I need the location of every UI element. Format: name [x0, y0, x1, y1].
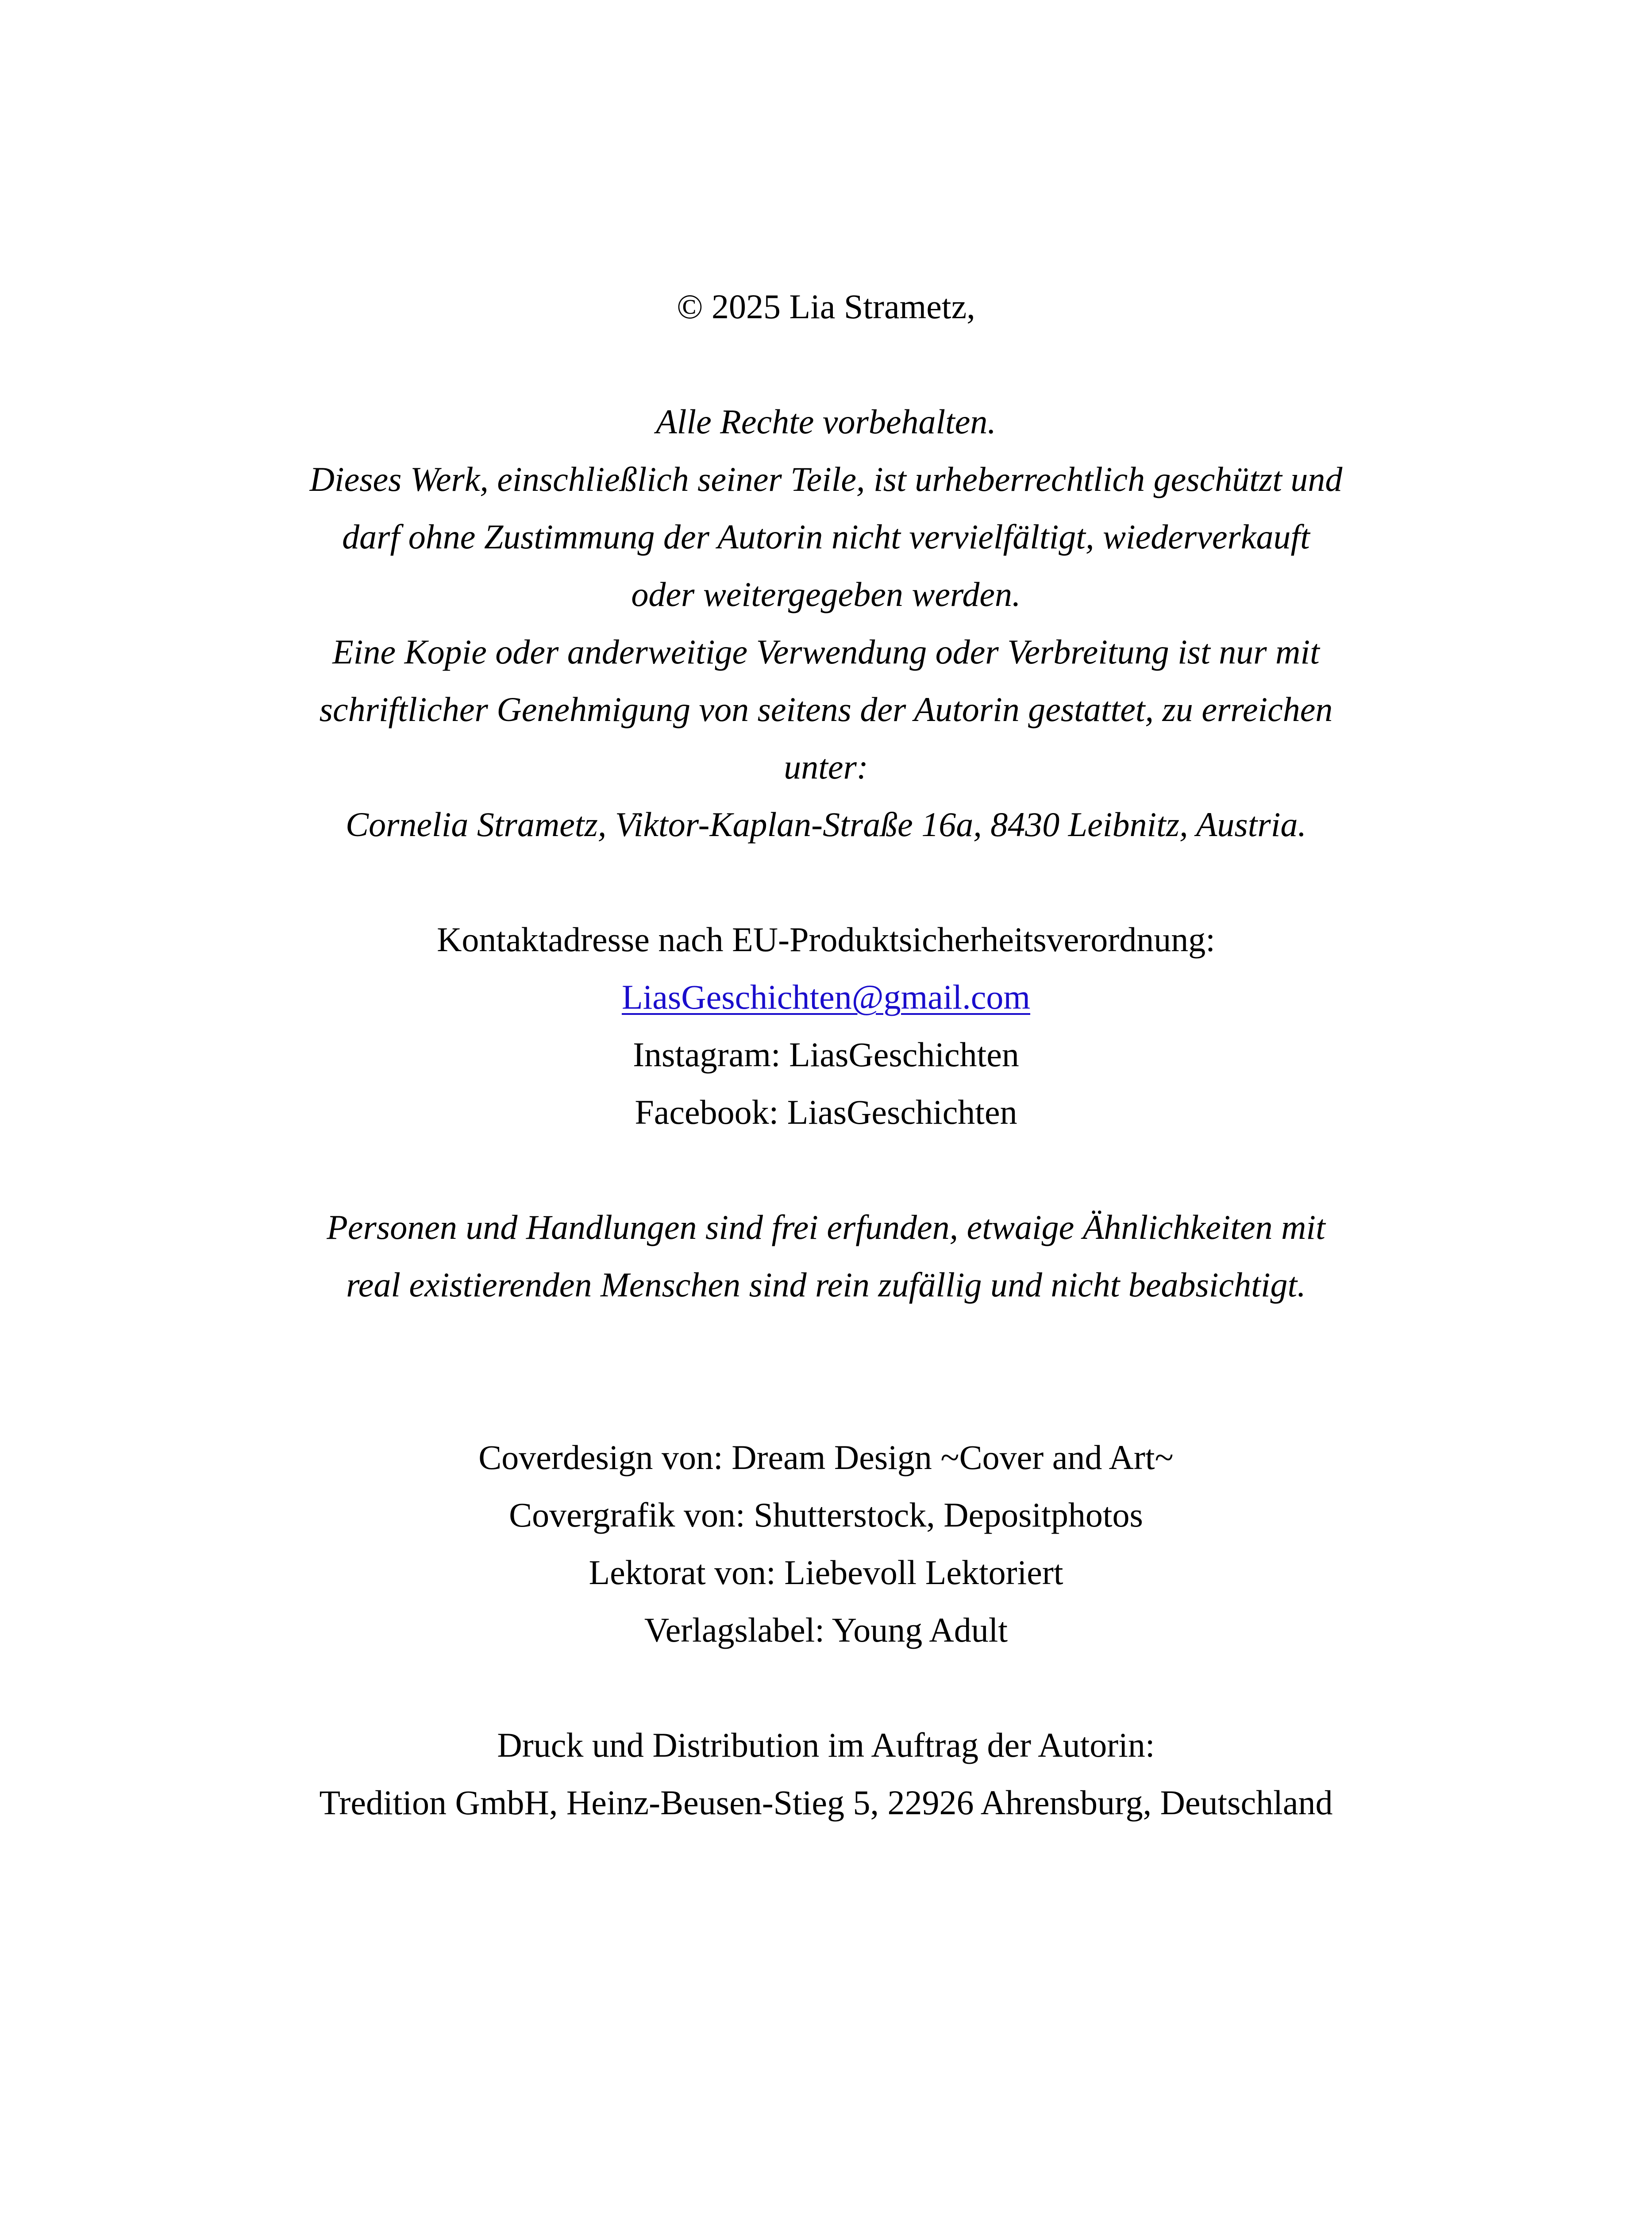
fiction-disclaimer — [133, 1199, 1519, 1314]
disclaimer-line: Personen und Handlungen sind frei erfunden, etwaige Ähnlichkeiten mit — [327, 1208, 1325, 1246]
disclaimer-line: real existierenden Menschen sind rein zufällig und nicht beabsichtigt. — [346, 1265, 1306, 1304]
rights-line: schriftlicher Genehmigung von seitens der Autorin gestattet, zu erreichen — [319, 690, 1333, 729]
credit-lektorat: Lektorat von: Liebevoll Lektoriert — [589, 1553, 1063, 1592]
contact-email-row — [133, 968, 1519, 1026]
copyright-block — [133, 278, 1519, 335]
rights-line: Dieses Werk, einschließlich seiner Teile, ist urheberrechtlich geschützt und — [309, 460, 1343, 498]
print-distribution-block — [133, 1716, 1519, 1831]
rights-line: darf ohne Zustimmung der Autorin nicht vervielfältigt, wiederverkauft — [342, 517, 1310, 556]
email-link[interactable]: LiasGeschichten@gmail.com — [621, 978, 1031, 1016]
print-address: Tredition GmbH, Heinz-Beusen-Stieg 5, 22926 Ahrensburg, Deutschland — [319, 1783, 1333, 1822]
facebook-line: Facebook: LiasGeschichten — [635, 1093, 1017, 1131]
credit-verlagslabel: Verlagslabel: Young Adult — [644, 1611, 1008, 1649]
rights-line: unter: — [784, 748, 868, 786]
rights-address-line: Cornelia Strametz, Viktor-Kaplan-Straße 16a, 8430 Leibnitz, Austria. — [346, 805, 1306, 844]
credit-coverdesign: Coverdesign von: Dream Design ~Cover and Art~ — [478, 1438, 1174, 1477]
rights-line: Eine Kopie oder anderweitige Verwendung oder Verbreitung ist nur mit — [332, 632, 1320, 671]
contact-block — [133, 911, 1519, 1141]
copyright-line: © 2025 Lia Strametz, — [677, 287, 975, 326]
rights-line: oder weitergegeben werden. — [631, 575, 1021, 613]
instagram-line: Instagram: LiasGeschichten — [633, 1035, 1019, 1074]
credits-block — [133, 1429, 1519, 1659]
print-heading: Druck und Distribution im Auftrag der Autorin: — [497, 1726, 1155, 1764]
rights-notice — [133, 393, 1519, 853]
contact-heading: Kontaktadresse nach EU-Produktsicherheitsverordnung: — [437, 920, 1215, 959]
rights-line: Alle Rechte vorbehalten. — [656, 402, 996, 441]
credit-covergrafik: Covergrafik von: Shutterstock, Depositphotos — [509, 1496, 1143, 1534]
